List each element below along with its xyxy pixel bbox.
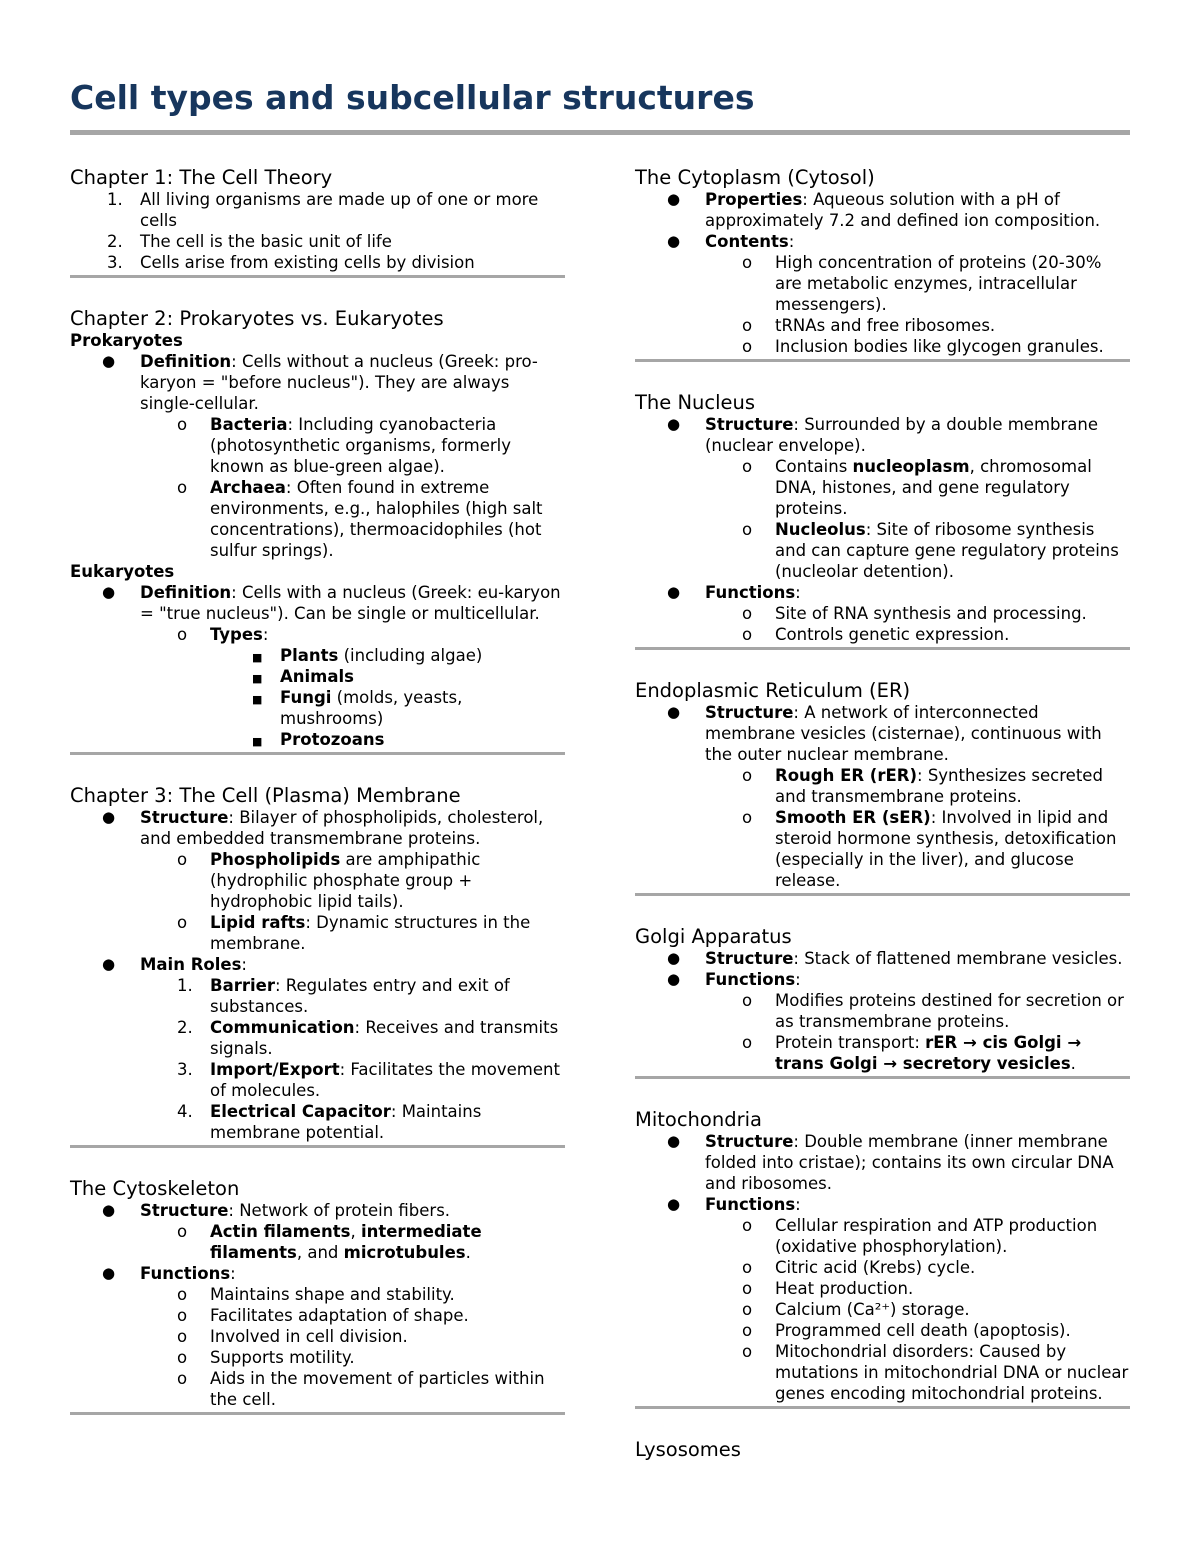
list-item bbox=[635, 1032, 1130, 1074]
bullet-icon: ● bbox=[667, 232, 681, 250]
circle-bullet-icon: o bbox=[742, 1216, 753, 1235]
circle-bullet-icon: o bbox=[742, 253, 753, 272]
section-divider bbox=[635, 1406, 1130, 1409]
term-text: Controls genetic expression. bbox=[775, 625, 1010, 644]
term-label: Functions bbox=[705, 970, 796, 989]
list-item bbox=[635, 603, 1130, 624]
list-item bbox=[70, 231, 565, 252]
list-number: 2. bbox=[107, 232, 123, 251]
term-label: Structure bbox=[140, 808, 229, 827]
term-label: Smooth ER (sER) bbox=[775, 808, 931, 827]
list-item bbox=[70, 477, 565, 561]
list-item bbox=[635, 336, 1130, 357]
list-item bbox=[70, 849, 565, 912]
term-text: : Facilitates the movement of molecules. bbox=[210, 1060, 560, 1100]
list-item bbox=[635, 969, 1130, 990]
term-text: : Stack of flattened membrane vesicles. bbox=[793, 949, 1123, 968]
term-label: Communication bbox=[210, 1018, 355, 1037]
term-text: Supports motility. bbox=[210, 1348, 355, 1367]
section-nucleus bbox=[635, 392, 1130, 650]
list-item bbox=[70, 624, 565, 645]
cell-theory-list bbox=[70, 189, 565, 273]
circle-bullet-icon: o bbox=[742, 1258, 753, 1277]
term-label: Contents bbox=[705, 232, 789, 251]
list-number: 2. bbox=[177, 1018, 193, 1037]
term-text: High concentration of proteins (20-30% are metabolic enzymes, intracellular messengers). bbox=[775, 253, 1102, 314]
term-label: intermediate filaments bbox=[210, 1222, 482, 1262]
term-text: : Network of protein fibers. bbox=[228, 1201, 451, 1220]
section-divider bbox=[635, 647, 1130, 650]
section-divider bbox=[635, 893, 1130, 896]
term-text: : bbox=[262, 625, 269, 644]
list-item bbox=[70, 807, 565, 849]
list-item bbox=[70, 189, 565, 231]
circle-bullet-icon: o bbox=[742, 1279, 753, 1298]
circle-bullet-icon: o bbox=[742, 1300, 753, 1319]
term-text: . bbox=[1070, 1054, 1076, 1073]
list-text: The cell is the basic unit of life bbox=[140, 232, 392, 251]
list-item bbox=[635, 315, 1130, 336]
section-heading: Chapter 1: The Cell Theory bbox=[70, 166, 333, 189]
list-item bbox=[70, 414, 565, 477]
term-label: Functions bbox=[705, 1195, 796, 1214]
term-label: Types bbox=[210, 625, 263, 644]
term-text: : Site of ribosome synthesis and can capture gene regulatory proteins (nucleolar detention). bbox=[775, 520, 1119, 581]
section-ch2 bbox=[70, 308, 565, 755]
list-item bbox=[70, 687, 565, 729]
term-label: Fungi bbox=[280, 688, 332, 707]
term-text: Aids in the movement of particles within the cell. bbox=[210, 1369, 545, 1409]
bullet-icon: ● bbox=[102, 352, 116, 370]
term-label: Protozoans bbox=[280, 730, 385, 749]
left-column bbox=[70, 167, 565, 1415]
term-text: Involved in cell division. bbox=[210, 1327, 408, 1346]
term-text: are amphipathic (hydrophilic phosphate group + hydrophobic lipid tails). bbox=[210, 850, 481, 911]
section-golgi bbox=[635, 926, 1130, 1079]
cytoskeleton-list bbox=[70, 1200, 565, 1410]
list-item bbox=[70, 1200, 565, 1221]
term-text: Modifies proteins destined for secretion or as transmembrane proteins. bbox=[775, 991, 1124, 1031]
right-column bbox=[635, 167, 1130, 1461]
term-text: Maintains shape and stability. bbox=[210, 1285, 455, 1304]
list-item bbox=[70, 1101, 565, 1143]
section-lysosomes bbox=[635, 1439, 1130, 1461]
circle-bullet-icon: o bbox=[177, 1348, 188, 1367]
list-item bbox=[635, 765, 1130, 807]
circle-bullet-icon: o bbox=[177, 625, 188, 644]
section-cytoskeleton bbox=[70, 1178, 565, 1415]
section-er bbox=[635, 680, 1130, 896]
circle-bullet-icon: o bbox=[177, 1222, 188, 1241]
list-item bbox=[635, 1257, 1130, 1278]
list-item bbox=[635, 1320, 1130, 1341]
bullet-icon: ● bbox=[667, 583, 681, 601]
term-text: : A network of interconnected membrane vesicles (cisternae), continuous with the outer nuclear membrane. bbox=[705, 703, 1102, 764]
circle-bullet-icon: o bbox=[742, 457, 753, 476]
section-heading: Endoplasmic Reticulum (ER) bbox=[635, 679, 911, 702]
circle-bullet-icon: o bbox=[742, 337, 753, 356]
bullet-icon: ● bbox=[667, 415, 681, 433]
circle-bullet-icon: o bbox=[177, 415, 188, 434]
circle-bullet-icon: o bbox=[742, 1033, 753, 1052]
circle-bullet-icon: o bbox=[177, 913, 188, 932]
term-text: : bbox=[241, 955, 247, 974]
term-text: Inclusion bodies like glycogen granules. bbox=[775, 337, 1104, 356]
term-label: Properties bbox=[705, 190, 803, 209]
section-heading: The Nucleus bbox=[635, 391, 756, 414]
list-item bbox=[70, 1326, 565, 1347]
list-item bbox=[635, 582, 1130, 603]
list-item bbox=[70, 1284, 565, 1305]
term-label: Nucleolus bbox=[775, 520, 866, 539]
bullet-icon: ● bbox=[667, 970, 681, 988]
list-item bbox=[70, 1368, 565, 1410]
term-text: : Double membrane (inner membrane folded into cristae); contains its own circular DNA and ribosomes. bbox=[705, 1132, 1114, 1193]
term-label: Phospholipids bbox=[210, 850, 341, 869]
mitochondria-list bbox=[635, 1131, 1130, 1404]
term-label: Structure bbox=[140, 1201, 229, 1220]
circle-bullet-icon: o bbox=[742, 991, 753, 1010]
term-text: : bbox=[795, 1195, 801, 1214]
list-text: Cells arise from existing cells by division bbox=[140, 253, 475, 272]
circle-bullet-icon: o bbox=[742, 625, 753, 644]
term-label: Actin filaments bbox=[210, 1222, 351, 1241]
term-label: Animals bbox=[280, 667, 354, 686]
list-item bbox=[635, 1131, 1130, 1194]
section-heading: Mitochondria bbox=[635, 1108, 762, 1131]
circle-bullet-icon: o bbox=[742, 1342, 753, 1361]
term-text: : Synthesizes secreted and transmembrane proteins. bbox=[775, 766, 1103, 806]
bullet-icon: ● bbox=[667, 1195, 681, 1213]
term-label: Archaea bbox=[210, 478, 286, 497]
list-item bbox=[635, 807, 1130, 891]
list-item bbox=[70, 645, 565, 666]
bullet-icon: ● bbox=[667, 190, 681, 208]
section-heading: Chapter 3: The Cell (Plasma) Membrane bbox=[70, 784, 461, 807]
term-label: nucleoplasm bbox=[852, 457, 970, 476]
bullet-icon: ● bbox=[102, 1201, 116, 1219]
term-text: : bbox=[795, 970, 801, 989]
nucleus-list bbox=[635, 414, 1130, 645]
term-text: : bbox=[795, 583, 801, 602]
term-text: (molds, yeasts, mushrooms) bbox=[280, 688, 463, 728]
prokaryotes-list bbox=[70, 351, 565, 561]
term-text: : Maintains membrane potential. bbox=[210, 1102, 482, 1142]
section-divider bbox=[70, 752, 565, 755]
term-text: Citric acid (Krebs) cycle. bbox=[775, 1258, 976, 1277]
list-item bbox=[635, 624, 1130, 645]
title-divider bbox=[70, 130, 1130, 135]
list-item bbox=[70, 351, 565, 414]
term-text: (including algae) bbox=[338, 646, 483, 665]
list-item bbox=[70, 1221, 565, 1263]
term-label: Barrier bbox=[210, 976, 275, 995]
list-item bbox=[70, 1017, 565, 1059]
term-text: Calcium (Ca²⁺) storage. bbox=[775, 1300, 970, 1319]
circle-bullet-icon: o bbox=[177, 1306, 188, 1325]
term-label: Structure bbox=[705, 703, 794, 722]
list-item bbox=[70, 912, 565, 954]
section-heading: The Cytoskeleton bbox=[70, 1177, 240, 1200]
section-divider bbox=[70, 275, 565, 278]
golgi-list bbox=[635, 948, 1130, 1074]
circle-bullet-icon: o bbox=[177, 850, 188, 869]
circle-bullet-icon: o bbox=[177, 1285, 188, 1304]
bullet-icon: ● bbox=[667, 703, 681, 721]
term-text: : Aqueous solution with a pH of approximately 7.2 and defined ion composition. bbox=[705, 190, 1101, 230]
section-divider bbox=[635, 359, 1130, 362]
term-label: Definition bbox=[140, 352, 232, 371]
list-item bbox=[70, 252, 565, 273]
term-label: Plants bbox=[280, 646, 339, 665]
term-text: Heat production. bbox=[775, 1279, 914, 1298]
section-cytoplasm bbox=[635, 167, 1130, 362]
term-label: Structure bbox=[705, 949, 794, 968]
circle-bullet-icon: o bbox=[742, 604, 753, 623]
section-divider bbox=[635, 1076, 1130, 1079]
list-number: 4. bbox=[177, 1102, 193, 1121]
circle-bullet-icon: o bbox=[177, 478, 188, 497]
term-text: : Dynamic structures in the membrane. bbox=[210, 913, 531, 953]
term-text: : Including cyanobacteria (photosynthetic organisms, formerly known as blue-green algae). bbox=[210, 415, 512, 476]
term-text: . bbox=[465, 1243, 471, 1262]
square-bullet-icon: ■ bbox=[252, 735, 263, 748]
list-item bbox=[635, 519, 1130, 582]
list-item bbox=[635, 1194, 1130, 1215]
term-text: : Receives and transmits signals. bbox=[210, 1018, 559, 1058]
list-item bbox=[70, 1059, 565, 1101]
list-item bbox=[635, 1278, 1130, 1299]
circle-bullet-icon: o bbox=[742, 316, 753, 335]
term-text: Contains bbox=[775, 457, 853, 476]
term-text: , and bbox=[296, 1243, 344, 1262]
term-text: , bbox=[350, 1222, 361, 1241]
bullet-icon: ● bbox=[102, 583, 116, 601]
bullet-icon: ● bbox=[102, 808, 116, 826]
term-label: Functions bbox=[140, 1264, 231, 1283]
term-label: microtubules bbox=[343, 1243, 466, 1262]
section-ch3 bbox=[70, 785, 565, 1148]
square-bullet-icon: ■ bbox=[252, 651, 263, 664]
term-label: rER → cis Golgi → trans Golgi → secretory vesicles bbox=[775, 1033, 1082, 1073]
term-text: , chromosomal DNA, histones, and gene regulatory proteins. bbox=[775, 457, 1092, 518]
list-item bbox=[70, 975, 565, 1017]
list-number: 3. bbox=[107, 253, 123, 272]
circle-bullet-icon: o bbox=[177, 1327, 188, 1346]
term-label: Lipid rafts bbox=[210, 913, 306, 932]
circle-bullet-icon: o bbox=[742, 808, 753, 827]
term-text: Protein transport: bbox=[775, 1033, 926, 1052]
circle-bullet-icon: o bbox=[177, 1369, 188, 1388]
term-text: : Surrounded by a double membrane (nuclear envelope). bbox=[705, 415, 1099, 455]
membrane-list bbox=[70, 807, 565, 1143]
section-mitochondria bbox=[635, 1109, 1130, 1409]
term-label: Functions bbox=[705, 583, 796, 602]
section-heading: Lysosomes bbox=[635, 1438, 741, 1461]
section-ch1 bbox=[70, 167, 565, 278]
square-bullet-icon: ■ bbox=[252, 693, 263, 706]
section-heading: The Cytoplasm (Cytosol) bbox=[635, 166, 875, 189]
term-text: Facilitates adaptation of shape. bbox=[210, 1306, 469, 1325]
term-text: : Often found in extreme environments, e.g., halophiles (high salt concentrations), thermoacidophiles (hot sulfur springs). bbox=[210, 478, 543, 560]
term-label: Rough ER (rER) bbox=[775, 766, 918, 785]
bullet-icon: ● bbox=[102, 1264, 116, 1282]
list-item bbox=[635, 702, 1130, 765]
list-item bbox=[635, 990, 1130, 1032]
list-item bbox=[635, 252, 1130, 315]
term-text: Site of RNA synthesis and processing. bbox=[775, 604, 1087, 623]
term-text: Cellular respiration and ATP production (oxidative phosphorylation). bbox=[775, 1216, 1098, 1256]
list-number: 3. bbox=[177, 1060, 193, 1079]
term-label: Definition bbox=[140, 583, 232, 602]
list-item bbox=[635, 1215, 1130, 1257]
list-item bbox=[635, 189, 1130, 231]
term-text: : Regulates entry and exit of substances. bbox=[210, 976, 510, 1016]
list-item bbox=[70, 729, 565, 750]
section-heading: Chapter 2: Prokaryotes vs. Eukaryotes bbox=[70, 307, 444, 330]
list-item bbox=[70, 666, 565, 687]
list-item bbox=[635, 414, 1130, 456]
list-item bbox=[70, 1263, 565, 1284]
term-text: : bbox=[788, 232, 795, 251]
list-item bbox=[635, 1299, 1130, 1320]
term-text: : bbox=[230, 1264, 236, 1283]
list-item bbox=[635, 1341, 1130, 1404]
term-text: Mitochondrial disorders: Caused by mutations in mitochondrial DNA or nuclear genes encoding mitochondrial proteins. bbox=[775, 1342, 1129, 1403]
term-label: Electrical Capacitor bbox=[210, 1102, 391, 1121]
bullet-icon: ● bbox=[102, 955, 116, 973]
section-divider bbox=[70, 1145, 565, 1148]
circle-bullet-icon: o bbox=[742, 520, 753, 539]
list-item bbox=[70, 582, 565, 624]
term-text: : Cells without a nucleus (Greek: pro-karyon = "before nucleus"). They are always single-cellular. bbox=[140, 352, 538, 413]
list-item bbox=[70, 954, 565, 975]
er-list bbox=[635, 702, 1130, 891]
subheading-eukaryotes: Eukaryotes bbox=[70, 562, 175, 581]
term-label: Structure bbox=[705, 415, 794, 434]
term-label: Bacteria bbox=[210, 415, 288, 434]
circle-bullet-icon: o bbox=[742, 1321, 753, 1340]
term-label: Structure bbox=[705, 1132, 794, 1151]
term-text: tRNAs and free ribosomes. bbox=[775, 316, 996, 335]
list-item bbox=[70, 1347, 565, 1368]
page-title: Cell types and subcellular structures bbox=[70, 78, 755, 117]
eukaryotes-list bbox=[70, 582, 565, 750]
square-bullet-icon: ■ bbox=[252, 672, 263, 685]
term-text: : Bilayer of phospholipids, cholesterol, and embedded transmembrane proteins. bbox=[140, 808, 544, 848]
bullet-icon: ● bbox=[667, 949, 681, 967]
section-divider bbox=[70, 1412, 565, 1415]
bullet-icon: ● bbox=[667, 1132, 681, 1150]
list-item bbox=[70, 1305, 565, 1326]
term-text: : Involved in lipid and steroid hormone synthesis, detoxification (especially in the liver), and glucose release. bbox=[775, 808, 1117, 890]
list-number: 1. bbox=[177, 976, 193, 995]
list-text: All living organisms are made up of one or more cells bbox=[140, 190, 539, 230]
section-heading: Golgi Apparatus bbox=[635, 925, 792, 948]
list-item bbox=[635, 948, 1130, 969]
term-text: Programmed cell death (apoptosis). bbox=[775, 1321, 1071, 1340]
list-item bbox=[635, 456, 1130, 519]
list-item bbox=[635, 231, 1130, 252]
term-text: : Cells with a nucleus (Greek: eu-karyon = "true nucleus"). Can be single or multicellular. bbox=[140, 583, 561, 623]
term-label: Import/Export bbox=[210, 1060, 340, 1079]
circle-bullet-icon: o bbox=[742, 766, 753, 785]
cytoplasm-list bbox=[635, 189, 1130, 357]
subheading-prokaryotes: Prokaryotes bbox=[70, 331, 183, 350]
list-number: 1. bbox=[107, 190, 123, 209]
term-label: Main Roles bbox=[140, 955, 242, 974]
